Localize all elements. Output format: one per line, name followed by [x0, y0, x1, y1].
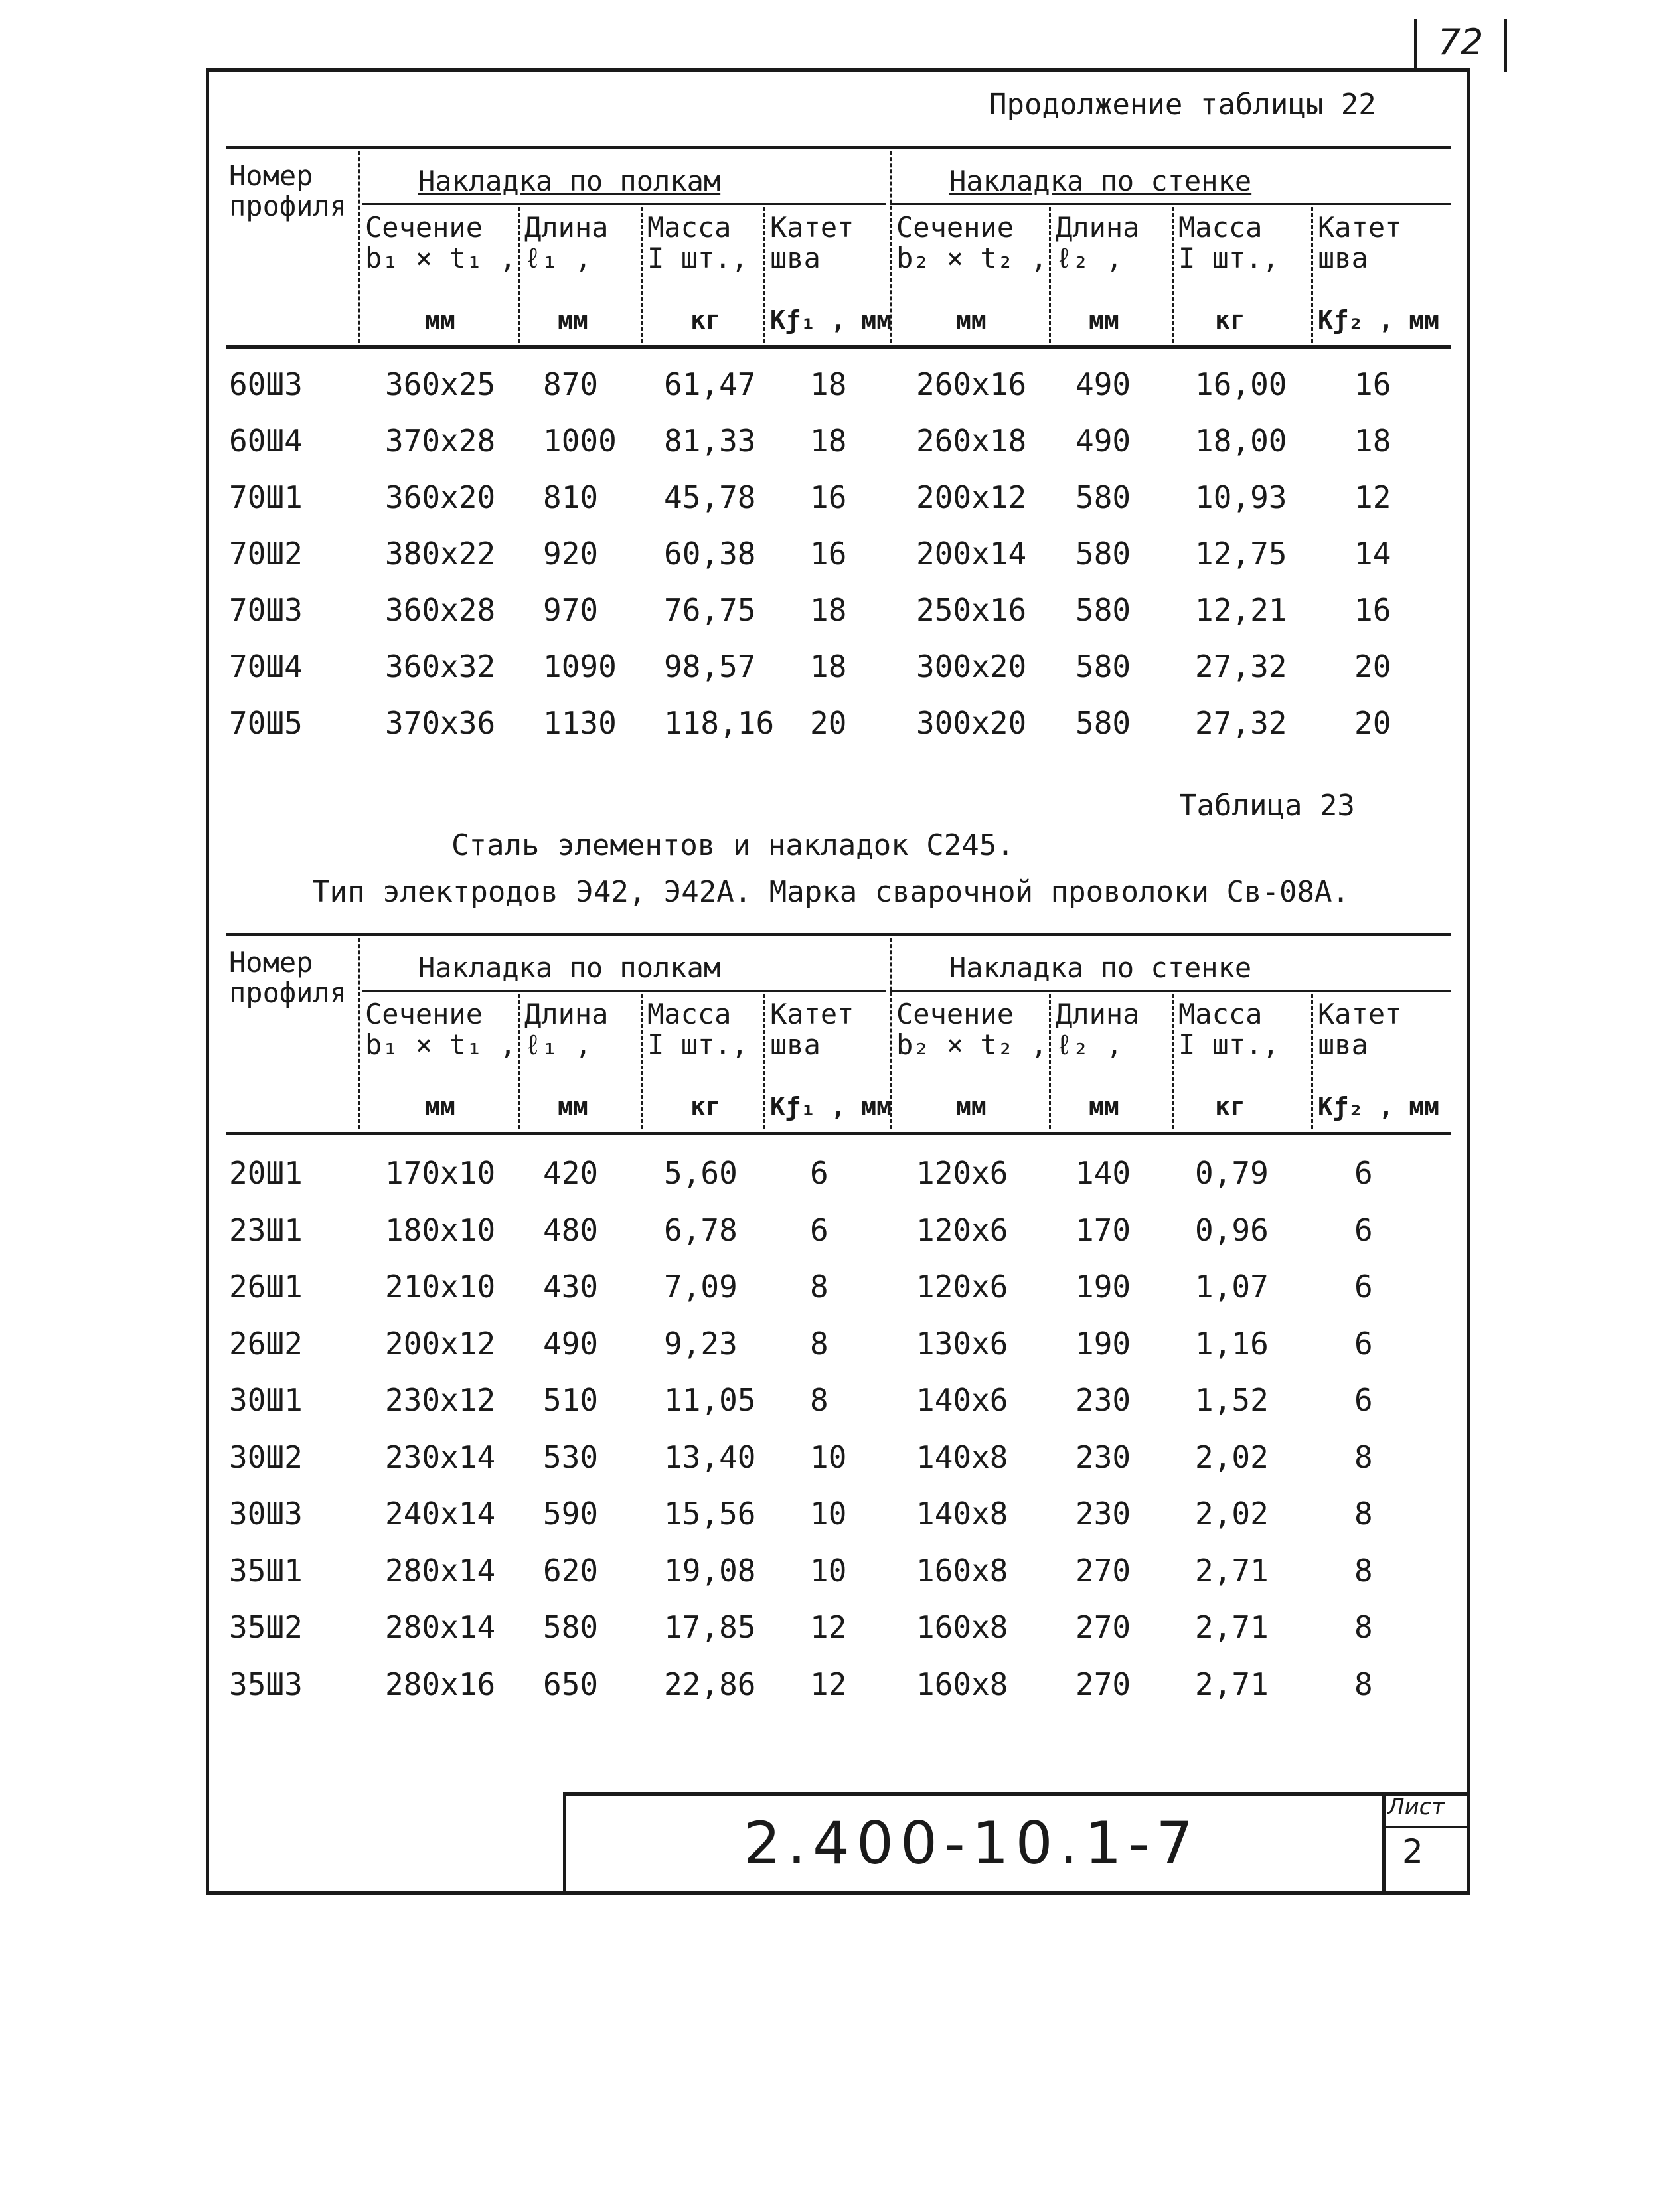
table-cell: 16 — [810, 479, 847, 515]
table-cell: 360x20 — [385, 479, 496, 515]
header-profile: Номер профиля — [229, 159, 347, 222]
table-cell: 30Ш1 — [229, 1382, 303, 1418]
table-cell: 70Ш4 — [229, 649, 303, 684]
table-cell: 230 — [1075, 1439, 1131, 1475]
table-cell: 6 — [1354, 1155, 1373, 1191]
table-cell: 360x25 — [385, 366, 496, 402]
table-cell: 490 — [1075, 423, 1131, 459]
header-len2: Длина ℓ₂ , — [1056, 998, 1140, 1061]
table-cell: 15,56 — [664, 1496, 756, 1532]
table-row — [0, 1269, 1665, 1322]
table-cell: 30Ш2 — [229, 1439, 303, 1475]
table-cell: 490 — [1075, 366, 1131, 402]
table-cell: 6,78 — [664, 1212, 738, 1248]
table-cell: 10,93 — [1195, 479, 1287, 515]
table-cell: 580 — [1075, 479, 1131, 515]
table-cell: 360x32 — [385, 649, 496, 684]
table-cell: 120x6 — [916, 1269, 1008, 1304]
table-top-rule — [226, 933, 1451, 936]
table-cell: 2,02 — [1195, 1439, 1269, 1475]
table-cell: 210x10 — [385, 1269, 496, 1304]
header-web-group: Накладка по стенке — [949, 951, 1252, 984]
header-kat1: Катет шва — [770, 211, 854, 274]
table-cell: 35Ш1 — [229, 1552, 303, 1589]
table-cell: 360x28 — [385, 592, 496, 628]
table-row — [0, 649, 1665, 702]
column-separator — [763, 994, 765, 1129]
table-cell: 16 — [1354, 592, 1391, 628]
header-mass1: Масса I шт., — [647, 211, 748, 274]
table-cell: 14 — [1354, 536, 1391, 572]
table-cell: 22,86 — [664, 1666, 756, 1702]
table-row — [0, 1382, 1665, 1435]
table-23-note-electrodes: Тип электродов Э42, Э42А. Марка сварочной проволоки Св-08А. — [312, 875, 1350, 909]
table-cell: 1,07 — [1195, 1269, 1269, 1304]
column-separator — [641, 994, 643, 1129]
table-cell: 2,71 — [1195, 1609, 1269, 1645]
header-unit: кг — [1215, 1092, 1245, 1121]
table-cell: 98,57 — [664, 649, 756, 684]
column-separator — [641, 207, 643, 343]
table-cell: 180x10 — [385, 1212, 496, 1248]
header-unit: кг — [690, 305, 721, 335]
table-cell: 30Ш3 — [229, 1496, 303, 1532]
header-len2: Длина ℓ₂ , — [1056, 211, 1140, 274]
table-cell: 18 — [1354, 423, 1391, 459]
header-mass2: Масса I шт., — [1178, 998, 1279, 1061]
table-cell: 8 — [810, 1382, 829, 1418]
table-row — [0, 1439, 1665, 1492]
table-cell: 6 — [810, 1212, 829, 1248]
table-cell: 35Ш2 — [229, 1609, 303, 1645]
table-cell: 16 — [1354, 366, 1391, 402]
header-unit: мм — [1089, 1092, 1119, 1121]
header-sec1: Сечение b₁ × t₁ , — [365, 998, 516, 1061]
header-unit: мм — [425, 305, 455, 335]
table-cell: 170 — [1075, 1212, 1131, 1248]
table-cell: 870 — [543, 366, 599, 402]
table-cell: 580 — [1075, 592, 1131, 628]
web-group-rule — [890, 990, 1451, 992]
table-cell: 16,00 — [1195, 366, 1287, 402]
table-cell: 370x28 — [385, 423, 496, 459]
table-23-label: Таблица 23 — [1179, 789, 1355, 823]
column-separator — [1172, 207, 1174, 343]
flange-group-rule — [362, 203, 886, 205]
header-flange-group: Накладка по полкам — [418, 951, 721, 984]
table-cell: 60Ш4 — [229, 423, 303, 459]
header-mass2: Масса I шт., — [1178, 211, 1279, 274]
table-cell: 140 — [1075, 1155, 1131, 1191]
table-row — [0, 366, 1665, 420]
table-cell: 35Ш3 — [229, 1666, 303, 1702]
table-cell: 370x36 — [385, 705, 496, 741]
table-cell: 10 — [810, 1496, 847, 1532]
table-row — [0, 479, 1665, 532]
table-cell: 420 — [543, 1155, 599, 1191]
table-cell: 230 — [1075, 1496, 1131, 1532]
table-cell: 70Ш3 — [229, 592, 303, 628]
header-unit: кг — [1215, 305, 1245, 335]
table-cell: 280x14 — [385, 1609, 496, 1645]
table-row — [0, 1496, 1665, 1549]
header-unit: мм — [425, 1092, 455, 1121]
table-cell: 0,79 — [1195, 1155, 1269, 1191]
table-cell: 270 — [1075, 1609, 1131, 1645]
header-kat2: Катет шва — [1318, 998, 1402, 1061]
table-cell: 20 — [1354, 705, 1391, 741]
table-cell: 1,52 — [1195, 1382, 1269, 1418]
table-cell: 200x14 — [916, 536, 1027, 572]
table-cell: 650 — [543, 1666, 599, 1702]
flange-group-rule — [362, 990, 886, 992]
table-row — [0, 536, 1665, 589]
column-separator — [1311, 994, 1313, 1129]
table-cell: 45,78 — [664, 479, 756, 515]
table-row — [0, 1326, 1665, 1379]
column-separator — [1172, 994, 1174, 1129]
table-cell: 1000 — [543, 423, 617, 459]
table-cell: 5,60 — [664, 1155, 738, 1191]
web-group-rule — [890, 203, 1451, 205]
table-cell: 970 — [543, 592, 599, 628]
header-kat1: Катет шва — [770, 998, 854, 1061]
table-cell: 6 — [1354, 1325, 1373, 1362]
header-unit: мм — [956, 305, 987, 335]
table-cell: 140x6 — [916, 1382, 1008, 1418]
table-cell: 81,33 — [664, 423, 756, 459]
table-cell: 580 — [1075, 536, 1131, 572]
sheet-page-number: 2 — [1402, 1832, 1423, 1871]
table-cell: 250x16 — [916, 592, 1027, 628]
table-cell: 27,32 — [1195, 649, 1287, 684]
table-cell: 160x8 — [916, 1552, 1008, 1589]
table-23-note-steel: Сталь элементов и накладок С245. — [451, 829, 1014, 862]
table-cell: 10 — [810, 1439, 847, 1475]
table-cell: 270 — [1075, 1666, 1131, 1702]
table-cell: 12 — [1354, 479, 1391, 515]
table-row — [0, 423, 1665, 476]
table-cell: 170x10 — [385, 1155, 496, 1191]
table-cell: 8 — [810, 1269, 829, 1304]
table-cell: 13,40 — [664, 1439, 756, 1475]
table-cell: 60,38 — [664, 536, 756, 572]
column-separator — [1311, 207, 1313, 343]
table-cell: 23Ш1 — [229, 1212, 303, 1248]
table-cell: 18 — [810, 423, 847, 459]
header-bottom-rule — [226, 345, 1451, 349]
header-profile: Номер профиля — [229, 946, 347, 1009]
table-cell: 6 — [1354, 1269, 1373, 1304]
table-cell: 26Ш2 — [229, 1325, 303, 1362]
table-cell: 61,47 — [664, 366, 756, 402]
table-cell: 160x8 — [916, 1666, 1008, 1702]
table-cell: 2,71 — [1195, 1666, 1269, 1702]
table-cell: 620 — [543, 1552, 599, 1589]
sheet-box-divider — [1382, 1826, 1470, 1828]
table-row — [0, 1666, 1665, 1719]
header-flange-group: Накладка по полкам — [418, 165, 721, 197]
table-cell: 76,75 — [664, 592, 756, 628]
table-cell: 920 — [543, 536, 599, 572]
table-cell: 2,02 — [1195, 1496, 1269, 1532]
table-cell: 16 — [810, 536, 847, 572]
table-cell: 240x14 — [385, 1496, 496, 1532]
table-cell: 8 — [1354, 1552, 1373, 1589]
table-cell: 8 — [1354, 1496, 1373, 1532]
table-cell: 6 — [1354, 1382, 1373, 1418]
header-kat2: Катет шва — [1318, 211, 1402, 274]
table-cell: 260x16 — [916, 366, 1027, 402]
table-cell: 0,96 — [1195, 1212, 1269, 1248]
table-top-rule — [226, 146, 1451, 149]
table-cell: 60Ш3 — [229, 366, 303, 402]
column-separator — [518, 994, 520, 1129]
table-cell: 580 — [1075, 705, 1131, 741]
table-cell: 230x14 — [385, 1439, 496, 1475]
table-cell: 130x6 — [916, 1325, 1008, 1362]
table-cell: 17,85 — [664, 1609, 756, 1645]
header-sec2: Сечение b₂ × t₂ , — [896, 998, 1048, 1061]
header-unit: Kƒ₂ , мм — [1318, 305, 1440, 335]
sheet-number: 72 — [1414, 19, 1507, 72]
header-unit: Kƒ₁ , мм — [770, 305, 892, 335]
table-cell: 510 — [543, 1382, 599, 1418]
table-cell: 20 — [1354, 649, 1391, 684]
table-cell: 2,71 — [1195, 1552, 1269, 1589]
table-cell: 20Ш1 — [229, 1155, 303, 1191]
table-cell: 70Ш5 — [229, 705, 303, 741]
table-cell: 480 — [543, 1212, 599, 1248]
table-cell: 280x14 — [385, 1552, 496, 1589]
table-cell: 580 — [1075, 649, 1131, 684]
header-bottom-rule — [226, 1132, 1451, 1135]
header-len1: Длина ℓ₁ , — [524, 998, 609, 1061]
table-cell: 1,16 — [1195, 1325, 1269, 1362]
table-cell: 12,21 — [1195, 592, 1287, 628]
column-separator — [1049, 207, 1051, 343]
column-separator — [763, 207, 765, 343]
table-cell: 230 — [1075, 1382, 1131, 1418]
table-cell: 810 — [543, 479, 599, 515]
table-cell: 530 — [543, 1439, 599, 1475]
column-separator — [358, 151, 360, 343]
table-cell: 590 — [543, 1496, 599, 1532]
header-unit: мм — [558, 1092, 588, 1121]
header-len1: Длина ℓ₁ , — [524, 211, 609, 274]
table-cell: 260x18 — [916, 423, 1027, 459]
table-cell: 120x6 — [916, 1155, 1008, 1191]
column-separator — [518, 207, 520, 343]
table-row — [0, 592, 1665, 645]
table-row — [0, 1609, 1665, 1662]
table-cell: 430 — [543, 1269, 599, 1304]
table-cell: 118,16 — [664, 705, 775, 741]
table-cell: 280x16 — [385, 1666, 496, 1702]
table-cell: 200x12 — [385, 1325, 496, 1362]
table-cell: 6 — [810, 1155, 829, 1191]
table-cell: 300x20 — [916, 705, 1027, 741]
table-row — [0, 705, 1665, 758]
table-cell: 230x12 — [385, 1382, 496, 1418]
column-separator — [358, 938, 360, 1129]
table-cell: 300x20 — [916, 649, 1027, 684]
table-cell: 270 — [1075, 1552, 1131, 1589]
table-cell: 1130 — [543, 705, 617, 741]
table-cell: 160x8 — [916, 1609, 1008, 1645]
table-cell: 140x8 — [916, 1496, 1008, 1532]
header-unit: мм — [1089, 305, 1119, 335]
table-cell: 190 — [1075, 1269, 1131, 1304]
header-sec2: Сечение b₂ × t₂ , — [896, 211, 1048, 274]
table-cell: 18 — [810, 649, 847, 684]
table-cell: 20 — [810, 705, 847, 741]
table-cell: 26Ш1 — [229, 1269, 303, 1304]
table-row — [0, 1212, 1665, 1265]
table-cell: 12 — [810, 1609, 847, 1645]
table-cell: 140x8 — [916, 1439, 1008, 1475]
table-cell: 8 — [1354, 1609, 1373, 1645]
header-unit: мм — [558, 305, 588, 335]
sheet-label: Лист — [1388, 1794, 1445, 1820]
continuation-title: Продолжение таблицы 22 — [989, 88, 1376, 121]
table-cell: 12 — [810, 1666, 847, 1702]
table-cell: 18 — [810, 592, 847, 628]
table-cell: 19,08 — [664, 1552, 756, 1589]
header-sec1: Сечение b₁ × t₁ , — [365, 211, 516, 274]
table-row — [0, 1553, 1665, 1606]
header-unit: Kƒ₁ , мм — [770, 1092, 892, 1121]
table-cell: 70Ш1 — [229, 479, 303, 515]
table-row — [0, 1155, 1665, 1208]
table-cell: 380x22 — [385, 536, 496, 572]
column-separator — [1049, 994, 1051, 1129]
table-cell: 8 — [810, 1325, 829, 1362]
table-cell: 490 — [543, 1325, 599, 1362]
table-cell: 190 — [1075, 1325, 1131, 1362]
table-cell: 27,32 — [1195, 705, 1287, 741]
table-cell: 18,00 — [1195, 423, 1287, 459]
table-cell: 18 — [810, 366, 847, 402]
table-cell: 6 — [1354, 1212, 1373, 1248]
header-unit: кг — [690, 1092, 721, 1121]
table-cell: 580 — [543, 1609, 599, 1645]
header-web-group: Накладка по стенке — [949, 165, 1252, 197]
document-code: 2.400-10.1-7 — [744, 1809, 1200, 1877]
table-cell: 9,23 — [664, 1325, 738, 1362]
table-cell: 11,05 — [664, 1382, 756, 1418]
table-cell: 70Ш2 — [229, 536, 303, 572]
table-cell: 200x12 — [916, 479, 1027, 515]
table-cell: 120x6 — [916, 1212, 1008, 1248]
table-cell: 7,09 — [664, 1269, 738, 1304]
table-cell: 10 — [810, 1552, 847, 1589]
header-unit: мм — [956, 1092, 987, 1121]
table-cell: 8 — [1354, 1666, 1373, 1702]
header-mass1: Масса I шт., — [647, 998, 748, 1061]
header-unit: Kƒ₂ , мм — [1318, 1092, 1440, 1121]
table-cell: 1090 — [543, 649, 617, 684]
table-cell: 8 — [1354, 1439, 1373, 1475]
table-cell: 12,75 — [1195, 536, 1287, 572]
